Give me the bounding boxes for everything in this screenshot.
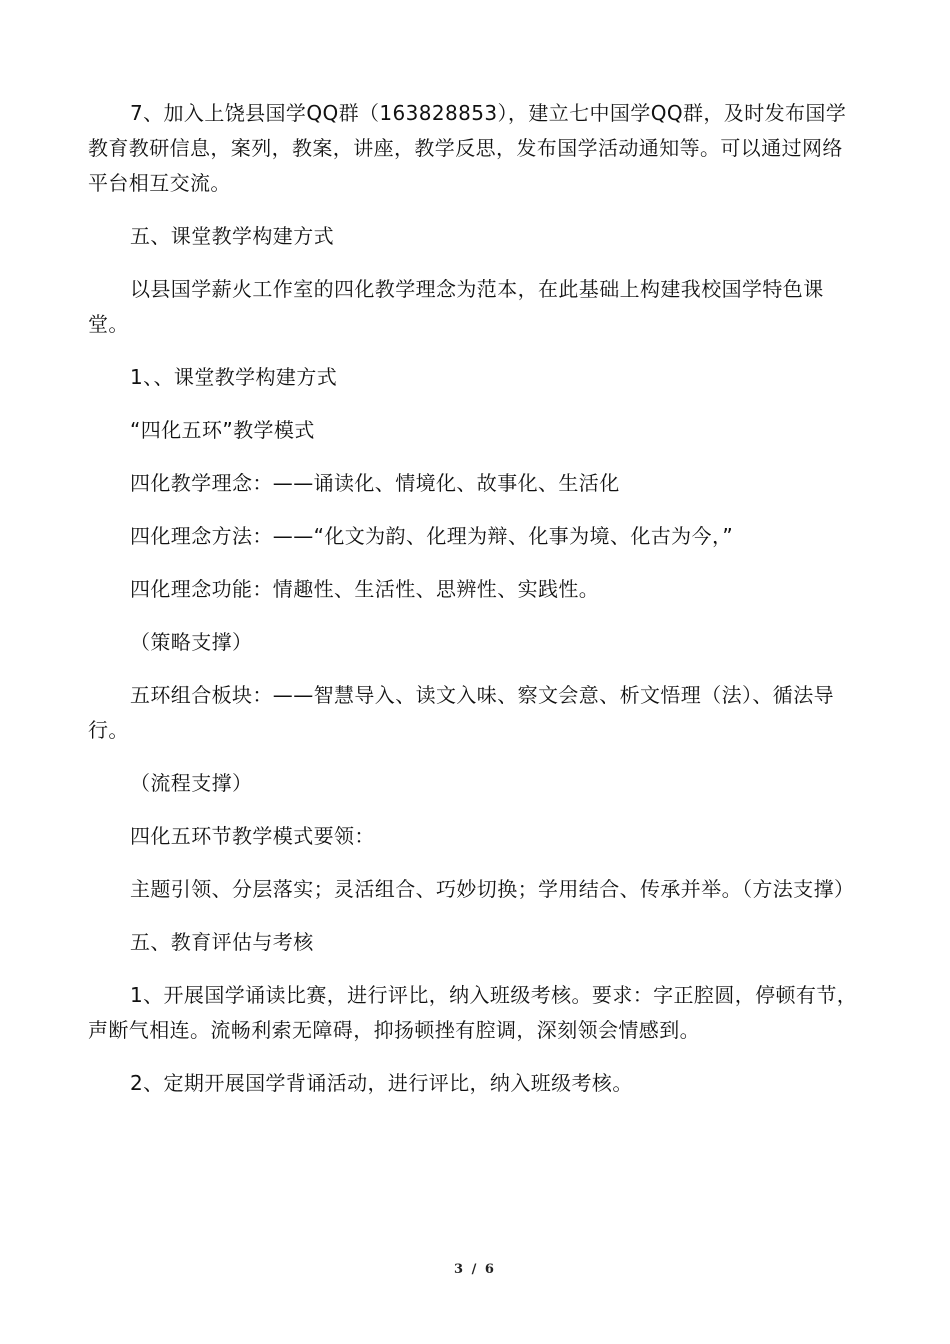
heading-classroom-construction: 五、课堂教学构建方式	[130, 224, 334, 248]
paragraph-recitation-contest: 1、开展国学诵读比赛，进行评比，纳入班级考核。要求：字正腔圆，停顿有节，声断气相连。流畅利索无障碍，抑扬顿挫有腔调，深刻领会情感到。	[88, 983, 858, 1042]
heading-evaluation: 五、教育评估与考核	[130, 930, 314, 954]
paragraph-concept-method: 四化理念方法：——“化文为韵、化理为辩、化事为境、化古为今，”	[130, 524, 734, 548]
paragraph-classroom-model: 以县国学薪火工作室的四化教学理念为范本，在此基础上构建我校国学特色课堂。	[88, 277, 824, 336]
paragraph-mode-essentials: 四化五环节教学模式要领：	[130, 824, 375, 848]
paragraph-five-modules: 五环组合板块：——智慧导入、读文入味、察文会意、析文悟理（法）、循法导行。	[88, 683, 834, 742]
paragraph-strategy-support: （策略支撑）	[130, 630, 253, 654]
paragraph-memorization-activity: 2、定期开展国学背诵活动，进行评比，纳入班级考核。	[130, 1071, 633, 1095]
paragraph-method-support: 主题引领、分层落实；灵活组合、巧妙切换；学用结合、传承并举。（方法支撑）	[130, 877, 855, 901]
paragraph-process-support: （流程支撑）	[130, 771, 253, 795]
paragraph-concept-function: 四化理念功能：情趣性、生活性、思辨性、实践性。	[130, 577, 600, 601]
paragraph-teaching-concept: 四化教学理念：——诵读化、情境化、故事化、生活化	[130, 471, 620, 495]
subheading-construction-method: 1、、课堂教学构建方式	[130, 365, 338, 389]
page-number: 3 / 6	[454, 1262, 496, 1277]
paragraph-teaching-mode: “四化五环”教学模式	[130, 418, 315, 442]
document-body	[88, 96, 862, 1119]
paragraph-item7-qq-group: 7、加入上饶县国学QQ群（163828853），建立七中国学QQ群，及时发布国学教育教研信息，案列，教案，讲座，教学反思，发布国学活动通知等。可以通过网络平台相互交流。	[88, 101, 847, 195]
